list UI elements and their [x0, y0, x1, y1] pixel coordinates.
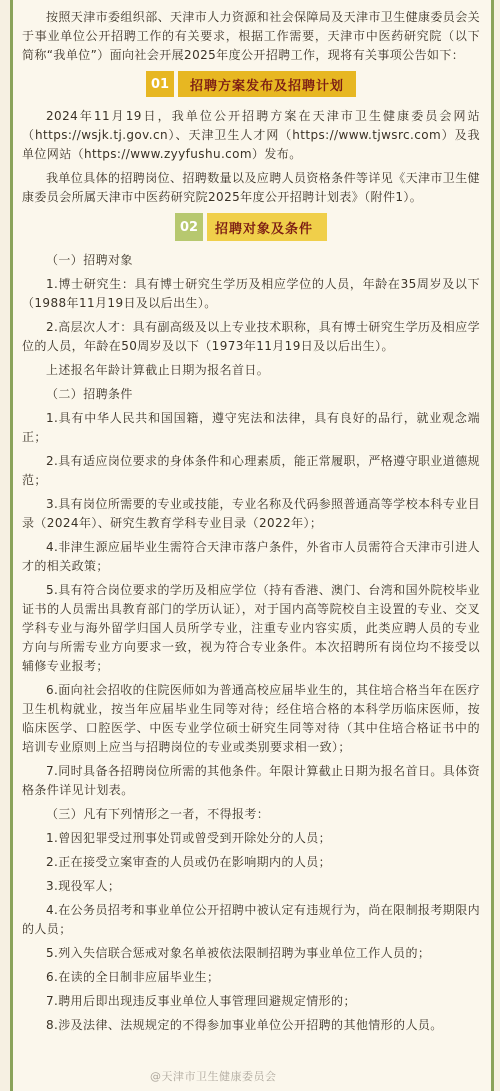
section1-title: 招聘方案发布及招聘计划 — [178, 71, 356, 97]
section2-paragraph: 6.在读的全日制非应届毕业生； — [46, 970, 220, 984]
section2-paragraph: 4.非津生源应届毕业生需符合天津市落户条件，外省市人员需符合天津市引进人才的相关政策； — [22, 540, 480, 573]
intro-paragraph: 按照天津市委组织部、天津市人力资源和社会保障局及天津市卫生健康委员会关于事业单位公开招聘工作的有关要求，根据工作需要，天津市中医药研究院（以下简称“我单位”）面向社会开展2025年度公开招聘工作，现将有关事项公告如下： — [22, 10, 481, 62]
section2-paragraph: 5.列入失信联合惩戒对象名单被依法限制招聘为事业单位工作人员的； — [46, 946, 431, 960]
section2-paragraph: 1.具有中华人民共和国国籍，遵守宪法和法律，具有良好的品行，就业观念端正； — [22, 411, 480, 444]
section2-paragraph: 2.具有适应岗位要求的身体条件和心理素质，能正常履职，严格遵守职业道德规范； — [22, 454, 480, 487]
section2-paragraph: 上述报名年龄计算截止日期为报名首日。 — [46, 363, 270, 377]
section2-paragraph: 6.面向社会招收的住院医师如为普通高校应届毕业生的，其住培合格当年在医疗卫生机构就业，按当年应届毕业生同等对待；经住培合格的本科学历临床医师，按临床医学、口腔医学、中医专业学位硕士研究生同等对待（其中住培合格证书中的培训专业原则上应当与招聘岗位的专业或类别要求相一致）； — [22, 683, 480, 754]
section2-banner — [22, 213, 480, 241]
section2-paragraph: 2.正在接受立案审查的人员或仍在影响期内的人员； — [46, 855, 332, 869]
section2-paragraph: 1.曾因犯罪受过刑事处罚或曾受到开除处分的人员； — [46, 831, 332, 845]
section2-paragraph: 7.聘用后即出现违反事业单位人事管理回避规定情形的； — [46, 994, 356, 1008]
watermark: @天津市卫生健康委员会 — [150, 1070, 277, 1083]
section2-paragraph: 5.具有符合岗位要求的学历及相应学位（持有香港、澳门、台湾和国外院校毕业证书的人员需出具教育部门的学历认证），对于国内高等院校自主设置的专业、交叉学科专业与海外留学归国人员所学专业，注重专业内容实质，此类应聘人员的专业方向与所需专业方向要求一致，视为符合专业条件。本次招聘所有岗位均不接受以辅修专业报考； — [22, 583, 480, 673]
section2-paragraph: 2.高层次人才：具有副高级及以上专业技术职称，具有博士研究生学历及相应学位的人员，年龄在50周岁及以下（1973年11月19日及以后出生）。 — [22, 320, 480, 353]
section2-paragraph: （二）招聘条件 — [46, 387, 133, 401]
section2-number: 02 — [175, 213, 203, 241]
section2-paragraph: 7.同时具备各招聘岗位所需的其他条件。年限计算截止日期为报名首日。具体资格条件详见计划表。 — [22, 764, 480, 797]
section2-paragraph: 3.具有岗位所需要的专业或技能，专业名称及代码参照普通高等学校本科专业目录（2024年）、研究生教育学科专业目录（2022年）； — [22, 497, 480, 530]
section1-paragraph: 2024年11月19日，我单位公开招聘方案在天津市卫生健康委员会网站（https://wsjk.tj.gov.cn）、天津卫生人才网（https://www.tjwsrc.com）及我单位网站（https://www.zyyfushu.com）发布。 — [22, 109, 480, 161]
section2-paragraph: （三）凡有下列情形之一者，不得报考： — [46, 807, 270, 821]
section2-paragraph: （一）招聘对象 — [46, 253, 133, 267]
section2-title: 招聘对象及条件 — [207, 213, 327, 241]
section1-banner — [22, 71, 480, 97]
section2-paragraph: 3.现役军人； — [46, 879, 121, 893]
section2-paragraph: 4.在公务员招考和事业单位公开招聘中被认定有违规行为，尚在限制报考期限内的人员； — [22, 903, 480, 936]
section2-paragraph: 8.涉及法律、法规规定的不得参加事业单位公开招聘的其他情形的人员。 — [46, 1018, 443, 1032]
section1-paragraph: 我单位具体的招聘岗位、招聘数量以及应聘人员资格条件等详见《天津市卫生健康委员会所属天津市中医药研究院2025年度公开招聘计划表》（附件1）。 — [22, 171, 481, 204]
section2-paragraph: 1.博士研究生：具有博士研究生学历及相应学位的人员，年龄在35周岁及以下（1988年11月19日及以后出生）。 — [22, 277, 480, 310]
article-content — [22, 8, 480, 1040]
section1-number: 01 — [146, 71, 174, 97]
